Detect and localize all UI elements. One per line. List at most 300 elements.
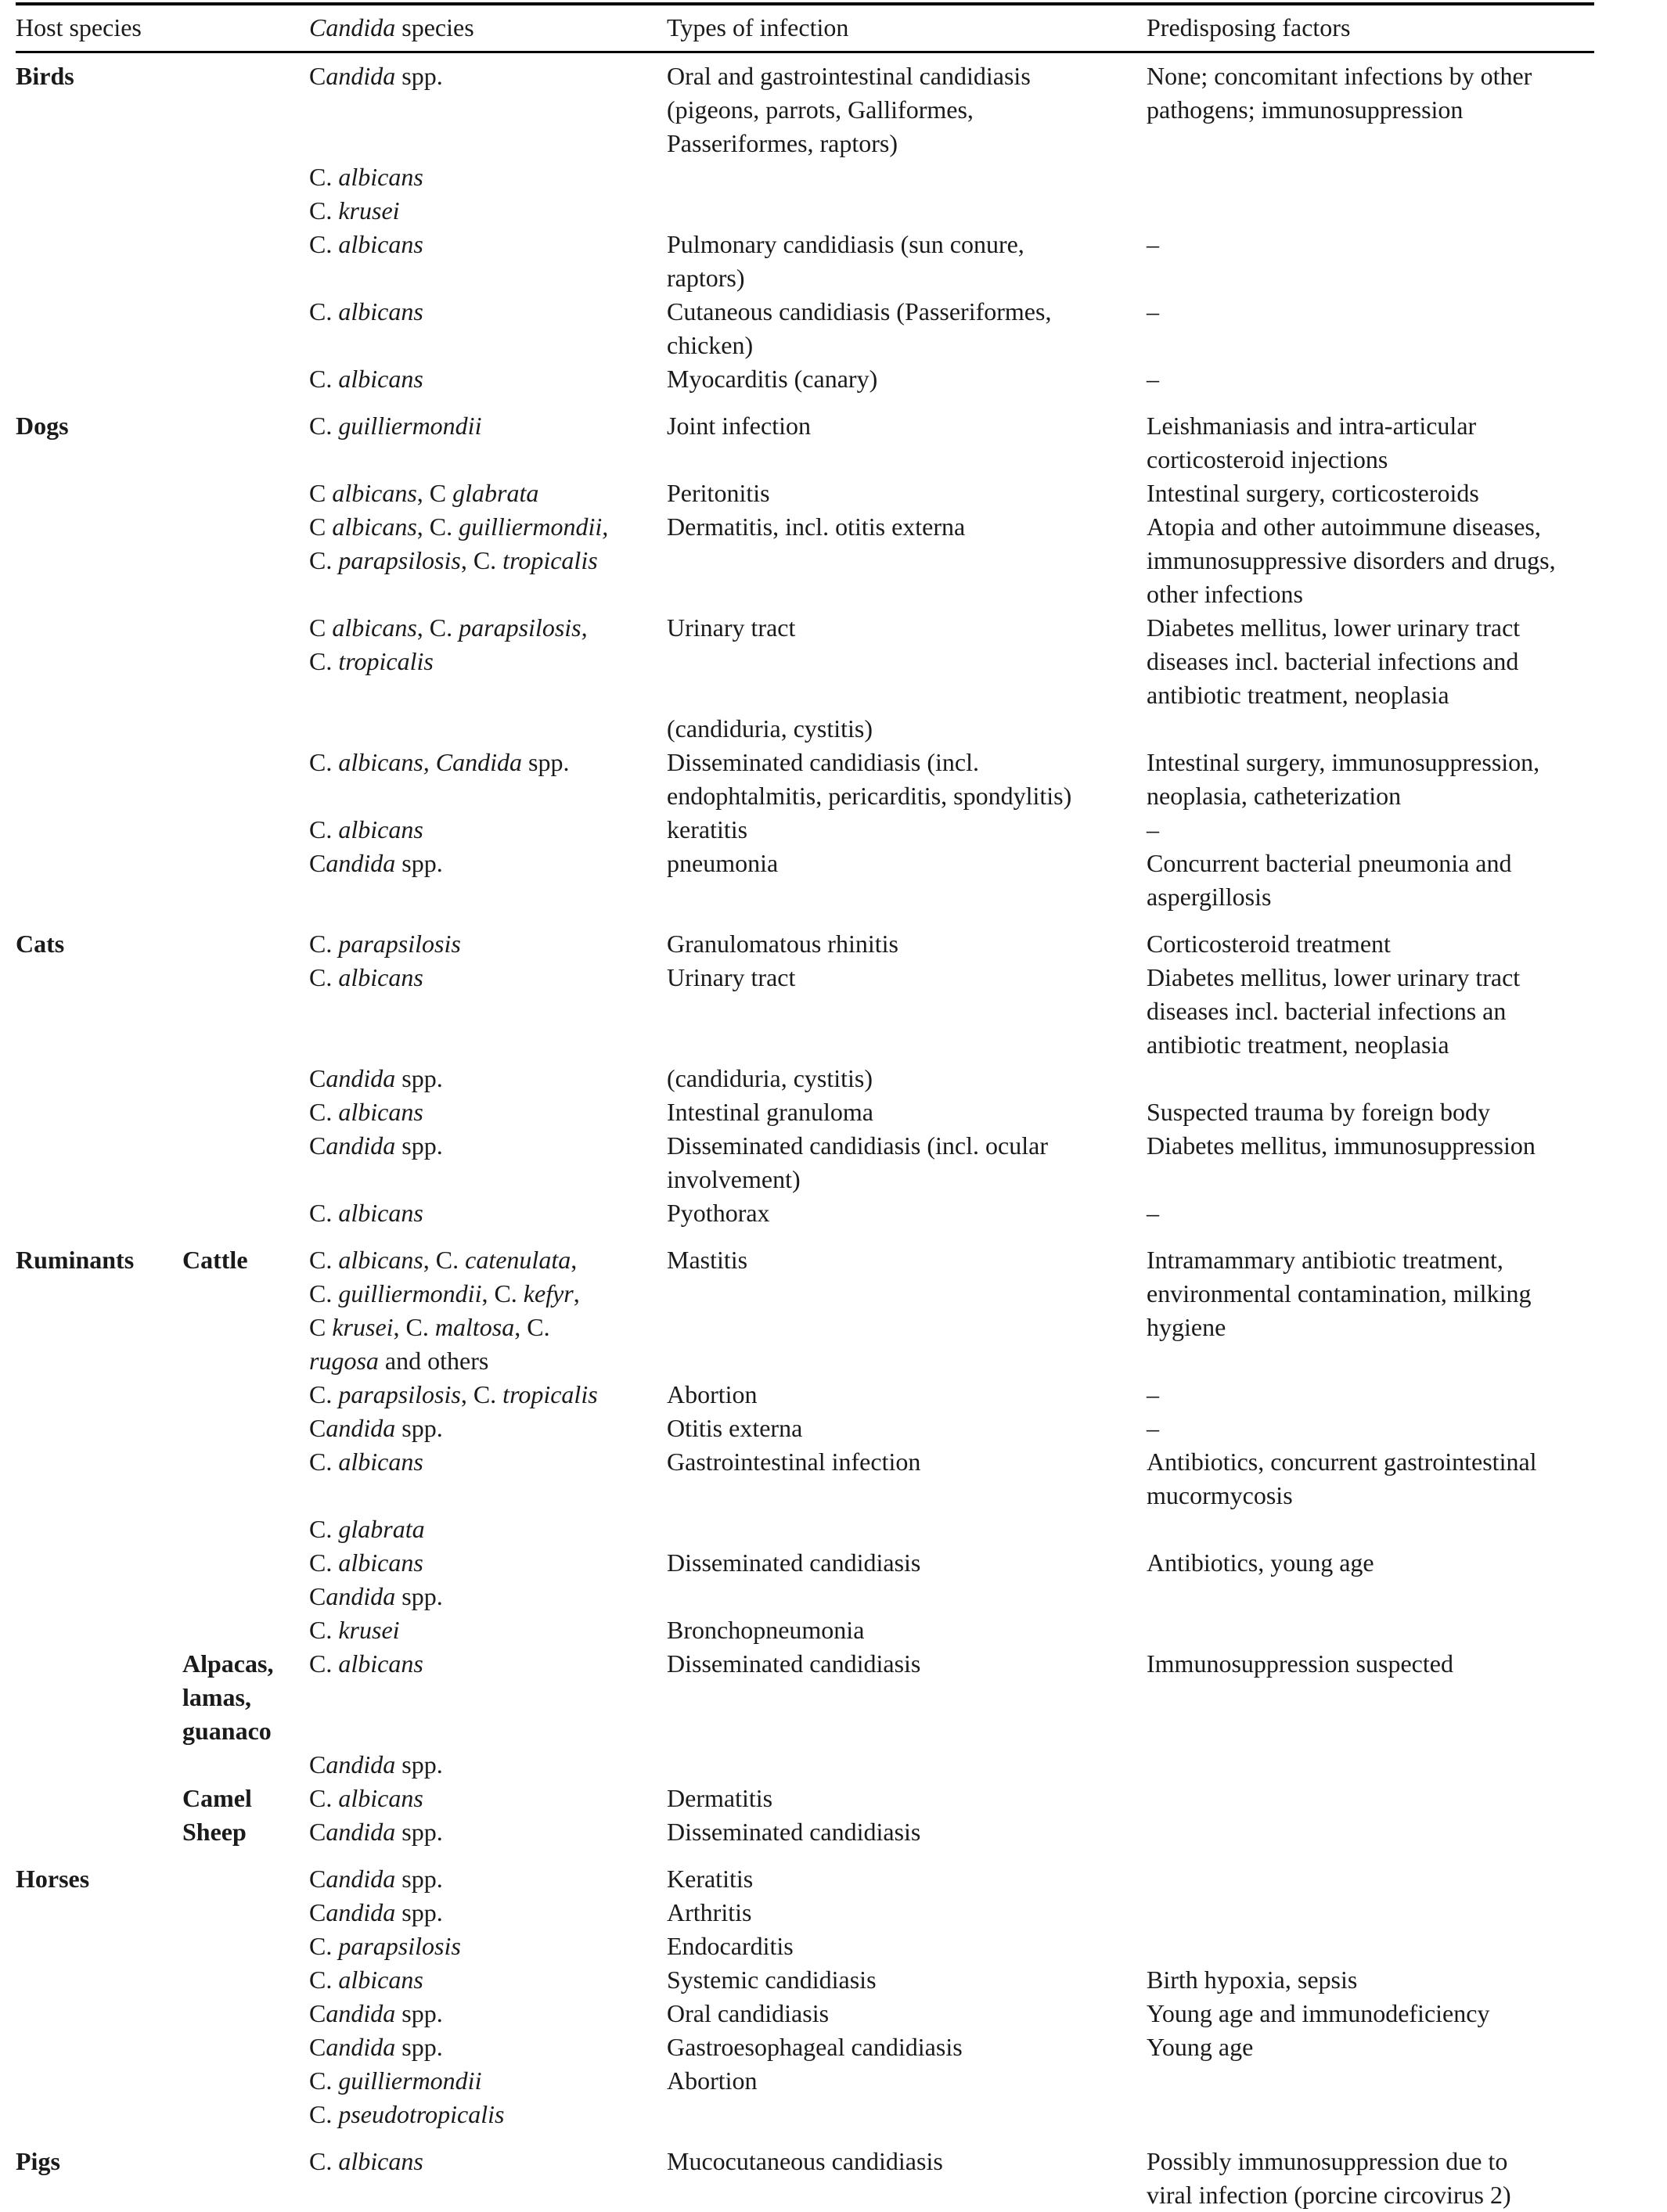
italic-text: tropicalis [502,1380,598,1408]
text: C. [309,1616,339,1644]
italic-text: andida [326,1131,396,1160]
text: C. [309,196,339,225]
text: Dermatitis [667,1784,773,1812]
text: , C. [481,1279,524,1307]
host-subgroup: Cattle [182,1246,248,1274]
italic-text: catenulata [465,1246,571,1274]
text: C. [309,963,339,991]
text: immunosuppressive disorders and drugs, [1147,546,1556,574]
candida-species-cell [309,409,481,443]
text: (pigeons, parrots, Galliformes, [667,95,974,124]
italic-text: albicans, Candida [338,748,523,776]
text: diseases incl. bacterial infections and [1147,647,1519,675]
header-host-species [16,11,142,45]
text: – [1147,1199,1159,1227]
text: Disseminated candidiasis (incl. [667,748,980,776]
candida-species-cell [309,1613,400,1647]
candida-species-cell [309,194,400,228]
predisposing-factors-cell [1147,93,1463,127]
text: C [309,513,333,541]
infection-type-cell [667,362,877,396]
infection-type-cell [667,1445,920,1479]
italic-text: albicans [338,963,423,991]
text: chicken) [667,331,754,359]
text: Intestinal surgery, corticosteroids [1147,479,1479,507]
italic-text: guilliermondii, [459,513,609,541]
predisposing-factors-cell [1147,2145,1507,2178]
italic-text: kefyr [523,1279,574,1307]
text: antibiotic treatment, neoplasia [1147,681,1449,709]
candida-species-cell [309,1997,443,2030]
italic-text: albicans [338,1098,423,1126]
candida-species-cell [309,1412,443,1445]
text: Suspected trauma by foreign body [1147,1098,1490,1126]
host-subgroup: lamas, [182,1683,251,1711]
predisposing-factors-cell [1147,779,1401,813]
candida-species-cell [309,228,423,261]
italic-text: albicans [338,1448,423,1476]
text: Intramammary antibiotic treatment, [1147,1246,1503,1274]
text: Urinary tract [667,963,796,991]
predisposing-factors-cell [1147,1277,1531,1311]
text: , C. [416,613,459,642]
text: – [1147,1414,1159,1442]
candida-species-cell [309,544,598,577]
predisposing-factors-cell [1147,2030,1253,2064]
header-rule [16,51,1594,53]
text: Young age [1147,2033,1254,2061]
candida-species-cell [309,746,569,779]
italic-text: albicans [338,230,423,258]
italic-text: krusei [338,1616,400,1644]
italic-text: parapsilosis [338,1380,461,1408]
predisposing-factors-cell [1147,995,1506,1028]
infection-type-cell [667,409,811,443]
header-types-of-infection [667,11,848,45]
text: , C. [423,1246,466,1274]
text: Pyothorax [667,1199,770,1227]
italic-text: glabrata [452,479,539,507]
text: C. [309,1548,339,1577]
infection-type-cell [667,2145,943,2178]
text: involvement) [667,1165,801,1193]
host-species-pigs: Pigs [16,2147,60,2175]
italic-text: guilliermondii [338,1279,482,1307]
text: Passeriformes, raptors) [667,129,898,157]
text: Gastrointestinal infection [667,1448,921,1476]
infection-type-cell [667,477,770,510]
text: Antibiotics, concurrent gastrointestinal [1147,1448,1537,1476]
infection-type-cell [667,1896,751,1930]
text: C. [309,2066,339,2095]
italic-text: andida [326,62,396,90]
text: spp. [395,1582,443,1610]
text: mucormycosis [1147,1481,1293,1509]
text: C [309,62,326,90]
infection-type-cell [667,2030,963,2064]
text: C. [309,1279,339,1307]
text: Gastroesophageal candidiasis [667,2033,963,2061]
candida-species-cell [309,1129,443,1163]
text: C. [309,412,339,440]
italic-text: albicans [338,1784,423,1812]
text: , C. [416,513,459,541]
predisposing-factors-cell [1147,1479,1293,1512]
candida-species-cell [309,1580,443,1613]
infection-type-cell [667,1062,873,1095]
text: C [309,1865,326,1893]
text: Oral and gastrointestinal candidiasis [667,62,1031,90]
host-species-horses: Horses [16,1865,90,1893]
infection-type-cell [667,295,1051,329]
candida-species-cell [309,2030,443,2064]
italic-text: glabrata [338,1515,425,1543]
text: Dermatitis, incl. otitis externa [667,513,966,541]
text: Young age and immunodeficiency [1147,1999,1490,2027]
predisposing-factors-cell [1147,1196,1159,1230]
predisposing-factors-cell [1147,510,1541,544]
text: spp. [522,748,570,776]
text: keratitis [667,815,748,843]
candida-species-cell [309,611,588,645]
text: Disseminated candidiasis [667,1649,921,1678]
predisposing-factors-cell [1147,59,1532,93]
italic-text: maltosa [434,1313,515,1341]
text: Mucocutaneous candidiasis [667,2147,943,2175]
predisposing-factors-cell [1147,1546,1374,1580]
text: Arthritis [667,1898,752,1926]
text: , [573,1279,580,1307]
text: (candiduria, cystitis) [667,714,873,743]
italic-text: andida [326,1414,396,1442]
text: C. [309,297,339,326]
candida-species-cell [309,59,443,93]
italic-text: krusei [332,1313,394,1341]
predisposing-factors-cell [1147,1445,1537,1479]
predisposing-factors-cell [1147,1028,1449,1062]
text: Mastitis [667,1246,748,1274]
predisposing-factors-cell [1147,1378,1159,1412]
italic-text: andida [326,1818,396,1846]
text: Bronchopneumonia [667,1616,865,1644]
infection-type-cell [667,1613,864,1647]
italic-text: andida [326,1865,396,1893]
text: , C. [393,1313,435,1341]
italic-text: parapsilosis [338,1932,461,1960]
italic-text: albicans [338,1199,423,1227]
text: – [1147,230,1159,258]
text: C. [309,1784,339,1812]
text: Pulmonary candidiasis (sun conure, [667,230,1024,258]
text: environmental contamination, milking [1147,1279,1532,1307]
text: spp. [395,849,443,877]
predisposing-factors-cell [1147,1311,1226,1344]
italic-text: parapsilosis [338,930,461,958]
text: Diabetes mellitus, lower urinary tract [1147,963,1521,991]
italic-text: andida [326,849,396,877]
candida-species-cell [309,1062,443,1095]
text: Abortion [667,1380,758,1408]
text: Myocarditis (canary) [667,365,878,393]
text: C [309,2033,326,2061]
italic-text: albicans [338,2147,423,2175]
candida-species-cell [309,362,423,396]
predisposing-factors-cell [1147,1963,1357,1997]
text: – [1147,365,1159,393]
text: , C. [514,1313,550,1341]
text: C. [309,2147,339,2175]
text: spp. [395,1818,443,1846]
text: Predisposing factors [1147,13,1351,41]
candida-species-cell [309,645,434,678]
predisposing-factors-cell [1147,813,1159,847]
infection-type-cell [667,813,747,847]
italic-text: parapsilosis [338,546,461,574]
candida-species-cell [309,1546,423,1580]
candida-species-cell [309,2098,504,2131]
italic-text: albicans [332,613,417,642]
predisposing-factors-cell [1147,611,1520,645]
predisposing-factors-cell [1147,847,1511,880]
text: , C. [460,1380,503,1408]
text: C [309,1131,326,1160]
text: spp. [395,1414,443,1442]
italic-text: albicans [332,513,417,541]
text: spp. [395,1750,443,1779]
text: spp. [395,1064,443,1092]
candida-species-cell [309,1930,461,1963]
header-candida-species [309,11,474,45]
italic-text: albicans [338,297,423,326]
host-species-ruminants: Ruminants [16,1246,135,1274]
candida-species-cell [309,961,423,995]
text: C. [309,1966,339,1994]
infection-type-cell [667,611,795,645]
italic-text: andida [326,2033,396,2061]
infection-type-cell [667,1782,772,1815]
text: , C [416,479,453,507]
infection-type-cell [667,1930,794,1963]
text: C. [309,365,339,393]
italic-text: albicans [338,1246,423,1274]
predisposing-factors-cell [1147,2178,1511,2212]
text: C. [309,930,339,958]
text: Antibiotics, young age [1147,1548,1374,1577]
infection-type-cell [667,1862,753,1896]
text: Disseminated candidiasis [667,1548,921,1577]
text: pneumonia [667,849,779,877]
predisposing-factors-cell [1147,443,1388,477]
candida-species-cell [309,1748,443,1782]
text: – [1147,815,1159,843]
candida-species-cell [309,1963,423,1997]
predisposing-factors-cell [1147,1095,1490,1129]
italic-text: albicans [338,1966,423,1994]
candida-species-cell [309,1896,443,1930]
italic-text: andida [326,1999,396,2027]
italic-text: albicans [338,365,423,393]
infection-type-cell [667,1129,1048,1163]
infection-type-cell [667,510,965,544]
text: C. [309,546,339,574]
text: Host species [16,13,142,41]
italic-text: andida [326,1750,396,1779]
predisposing-factors-cell [1147,362,1159,396]
infection-type-cell [667,927,898,961]
text: diseases incl. bacterial infections an [1147,997,1507,1025]
text: Atopia and other autoimmune diseases, [1147,513,1541,541]
text: Corticosteroid treatment [1147,930,1391,958]
text: other infections [1147,580,1303,608]
predisposing-factors-cell [1147,1412,1159,1445]
text: C. [309,1932,339,1960]
infection-type-cell [667,961,795,995]
text: – [1147,1380,1159,1408]
infection-type-cell [667,746,979,779]
text: Leishmaniasis and intra-articular [1147,412,1477,440]
text: C. [309,748,339,776]
infection-type-cell [667,1378,758,1412]
italic-text: tropicalis [502,546,598,574]
candida-species-cell [309,927,461,961]
candida-species-cell [309,1277,580,1311]
host-species-birds: Birds [16,62,74,90]
text: Joint infection [667,412,811,440]
text: (candiduria, cystitis) [667,1064,873,1092]
infection-type-cell [667,1997,829,2030]
text: Birth hypoxia, sepsis [1147,1966,1358,1994]
candida-species-cell [309,510,608,544]
infection-type-cell [667,847,778,880]
infection-type-cell [667,228,1024,261]
text: C. [309,1246,339,1274]
italic-text: andida [326,1064,396,1092]
text: and others [378,1347,489,1375]
candida-species-cell [309,2064,481,2098]
italic-text: albicans [338,815,423,843]
predisposing-factors-cell [1147,880,1271,914]
text: C [309,1582,326,1610]
text: Diabetes mellitus, lower urinary tract [1147,613,1521,642]
text: Otitis externa [667,1414,803,1442]
candida-species-cell [309,1196,423,1230]
infection-type-cell [667,1196,770,1230]
predisposing-factors-cell [1147,409,1476,443]
infection-type-cell [667,1243,747,1277]
infection-type-cell [667,1412,802,1445]
text: spp. [395,2033,443,2061]
candida-species-cell [309,1311,550,1344]
infection-type-cell [667,127,898,160]
text: C. [309,1649,339,1678]
text: Peritonitis [667,479,770,507]
host-subgroup: Alpacas, [182,1649,274,1678]
candida-species-cell [309,1378,598,1412]
top-rule [16,2,1594,5]
text: antibiotic treatment, neoplasia [1147,1030,1449,1059]
infection-type-cell [667,779,1071,813]
text: Intestinal surgery, immunosuppression, [1147,748,1540,776]
text: neoplasia, catheterization [1147,782,1402,810]
text: C. [309,815,339,843]
text: spp. [395,62,443,90]
text: spp. [395,1999,443,2027]
text: C. [309,1098,339,1126]
predisposing-factors-cell [1147,544,1556,577]
italic-text: parapsilosis, [459,613,588,642]
predisposing-factors-cell [1147,961,1520,995]
candida-species-cell [309,2145,423,2178]
text: C [309,1414,326,1442]
italic-text: Candida [309,13,396,41]
host-subgroup: Sheep [182,1818,247,1846]
predisposing-factors-cell [1147,645,1518,678]
infection-type-cell [667,261,745,295]
text: endophtalmitis, pericarditis, spondylitis) [667,782,1072,810]
italic-text: tropicalis [338,647,434,675]
candida-species-cell [309,1243,577,1277]
text: C [309,1898,326,1926]
text: C. [309,1448,339,1476]
infection-type-cell [667,329,753,362]
predisposing-factors-cell [1147,577,1303,611]
text: Keratitis [667,1865,754,1893]
infection-type-cell [667,1963,877,1997]
predisposing-factors-cell [1147,1129,1536,1163]
text: C [309,1064,326,1092]
candida-species-cell [309,1445,423,1479]
infection-type-cell [667,93,974,127]
text: Diabetes mellitus, immunosuppression [1147,1131,1536,1160]
text: C. [309,163,339,191]
predisposing-factors-cell [1147,295,1159,329]
text: C [309,1313,333,1341]
text: species [395,13,474,41]
host-subgroup: guanaco [182,1717,272,1745]
text: C [309,1750,326,1779]
text: Immunosuppression suspected [1147,1649,1453,1678]
text: Disseminated candidiasis (incl. ocular [667,1131,1048,1160]
italic-text: albicans [338,163,423,191]
text: Disseminated candidiasis [667,1818,921,1846]
predisposing-factors-cell [1147,477,1479,510]
text: Types of infection [667,13,849,41]
italic-text: krusei [338,196,400,225]
text: C. [309,230,339,258]
infection-type-cell [667,59,1031,93]
text: spp. [395,1865,443,1893]
italic-text: pseudotropicalis [338,2100,505,2128]
predisposing-factors-cell [1147,1997,1489,2030]
italic-text: albicans [338,1548,423,1577]
infection-type-cell [667,2064,758,2098]
text: Concurrent bacterial pneumonia and [1147,849,1512,877]
candida-species-cell [309,813,423,847]
candida-species-cell [309,1815,443,1849]
text: C [309,479,333,507]
predisposing-factors-cell [1147,746,1539,779]
text: None; concomitant infections by other [1147,62,1532,90]
candida-species-cell [309,1344,488,1378]
text: Cutaneous candidiasis (Passeriformes, [667,297,1052,326]
text: C [309,1999,326,2027]
text: Possibly immunosuppression due to [1147,2147,1508,2175]
text: Granulomatous rhinitis [667,930,898,958]
text: C. [309,1380,339,1408]
italic-text: albicans [338,1649,423,1678]
text: C [309,1818,326,1846]
text: viral infection (porcine circovirus 2) [1147,2181,1511,2209]
